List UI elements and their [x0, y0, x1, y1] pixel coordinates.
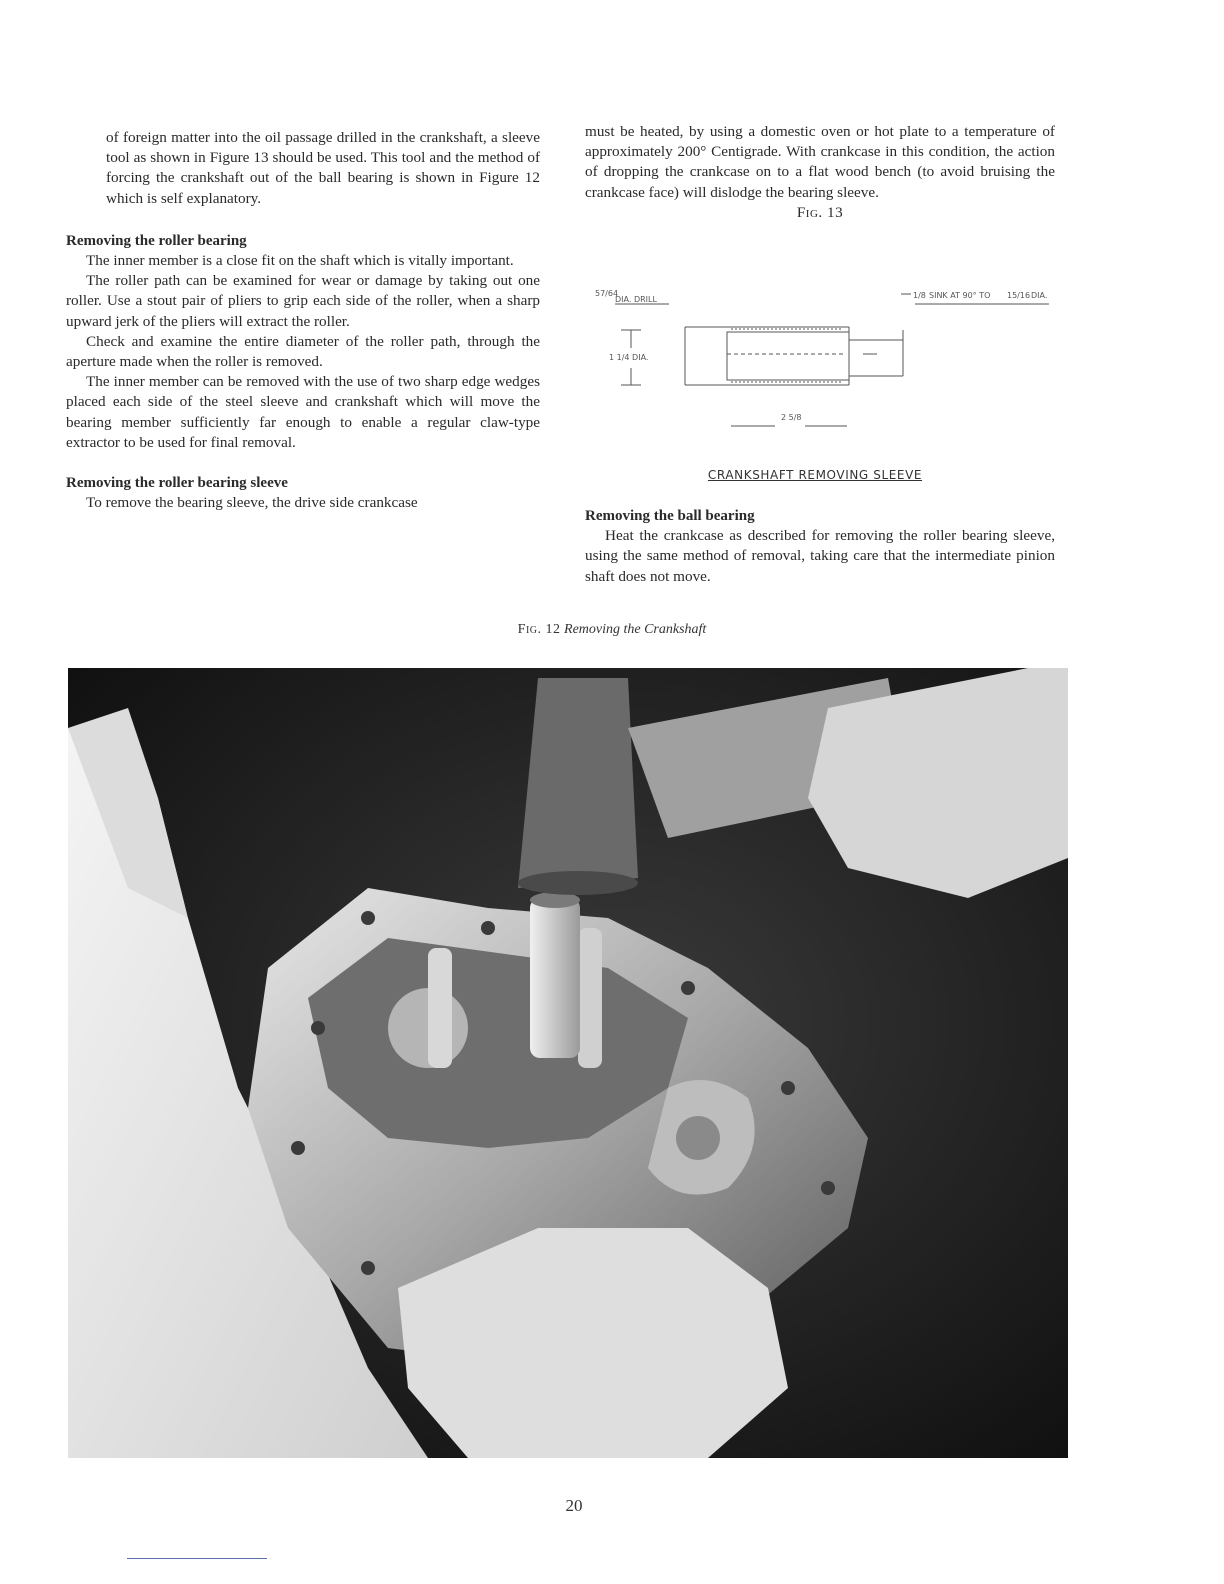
sleeve-diagram [585, 280, 1065, 480]
paragraph: The roller path can be examined for wear or damage by taking out one roller. Use a stout pair of pliers to grip each side of the roller, when a sharp upward jerk of the pliers will extract the roller. [66, 272, 540, 330]
paragraph: Check and examine the entire diameter of the roller path, through the aperture made when the roller is removed. [66, 332, 540, 371]
sink-label: SINK AT 90° TO [929, 291, 991, 300]
diagram-lines [615, 294, 1049, 426]
drill-label: DIA. DRILL [615, 295, 657, 304]
height-label: 1 1/4 DIA. [609, 353, 649, 362]
drill-fraction: 57/64 [595, 289, 619, 298]
figure-12-title: Removing the Crankshaft [564, 622, 707, 637]
right-column-top [585, 122, 1055, 223]
paragraph: The inner member can be removed with the use of two sharp edge wedges placed each side of the steel sleeve and crankshaft which will move the bearing member sufficiently far enough to enable a regular claw-type extractor to be used for final removal. [66, 373, 540, 451]
heading-roller-bearing: Removing the roller bearing [66, 232, 247, 249]
sink-fraction-a: 1/8 [913, 291, 926, 300]
paragraph: Heat the crankcase as described for removing the roller bearing sleeve, using the same method of removal, taking care that the intermediate pinion shaft does not move. [585, 527, 1055, 585]
intro-paragraph: of foreign matter into the oil passage drilled in the crankshaft, a sleeve tool as shown in Figure 13 should be used. This tool and the method of forcing the crankshaft out of the ball bearing is shown in Figure 12 which is self explanatory. [106, 129, 540, 207]
figure-12-label: Fig. 12 [517, 622, 561, 637]
page-number: 20 [565, 1496, 583, 1515]
right-column-bottom [585, 506, 1055, 587]
left-column [66, 128, 540, 513]
diagram-title: CRANKSHAFT REMOVING SLEEVE [707, 468, 923, 482]
figure-12-caption [0, 622, 1224, 638]
figure-13-label: Fig. 13 [796, 203, 844, 221]
dia-suffix: DIA. [1031, 291, 1048, 300]
length-label: 2 5/8 [781, 413, 802, 422]
heading-ball-bearing: Removing the ball bearing [585, 508, 755, 524]
paragraph: The inner member is a close fit on the shaft which is vitally important. [86, 252, 514, 270]
heading-roller-bearing-sleeve: Removing the roller bearing sleeve [66, 475, 288, 492]
sink-fraction-b: 15/16 [1007, 291, 1031, 300]
paragraph: To remove the bearing sleeve, the drive side crankcase [86, 494, 418, 512]
footer-rule [127, 1558, 267, 1559]
continuation-paragraph: must be heated, by using a domestic oven or hot plate to a temperature of approximately 200° Centigrade. With crankcase in this condition, the action of dropping the crankcase on to a flat wood bench (to avoid bruising the crankcase face) will dislodge the bearing sleeve. [585, 123, 1055, 201]
crankshaft-removal-photo [68, 668, 1068, 1458]
